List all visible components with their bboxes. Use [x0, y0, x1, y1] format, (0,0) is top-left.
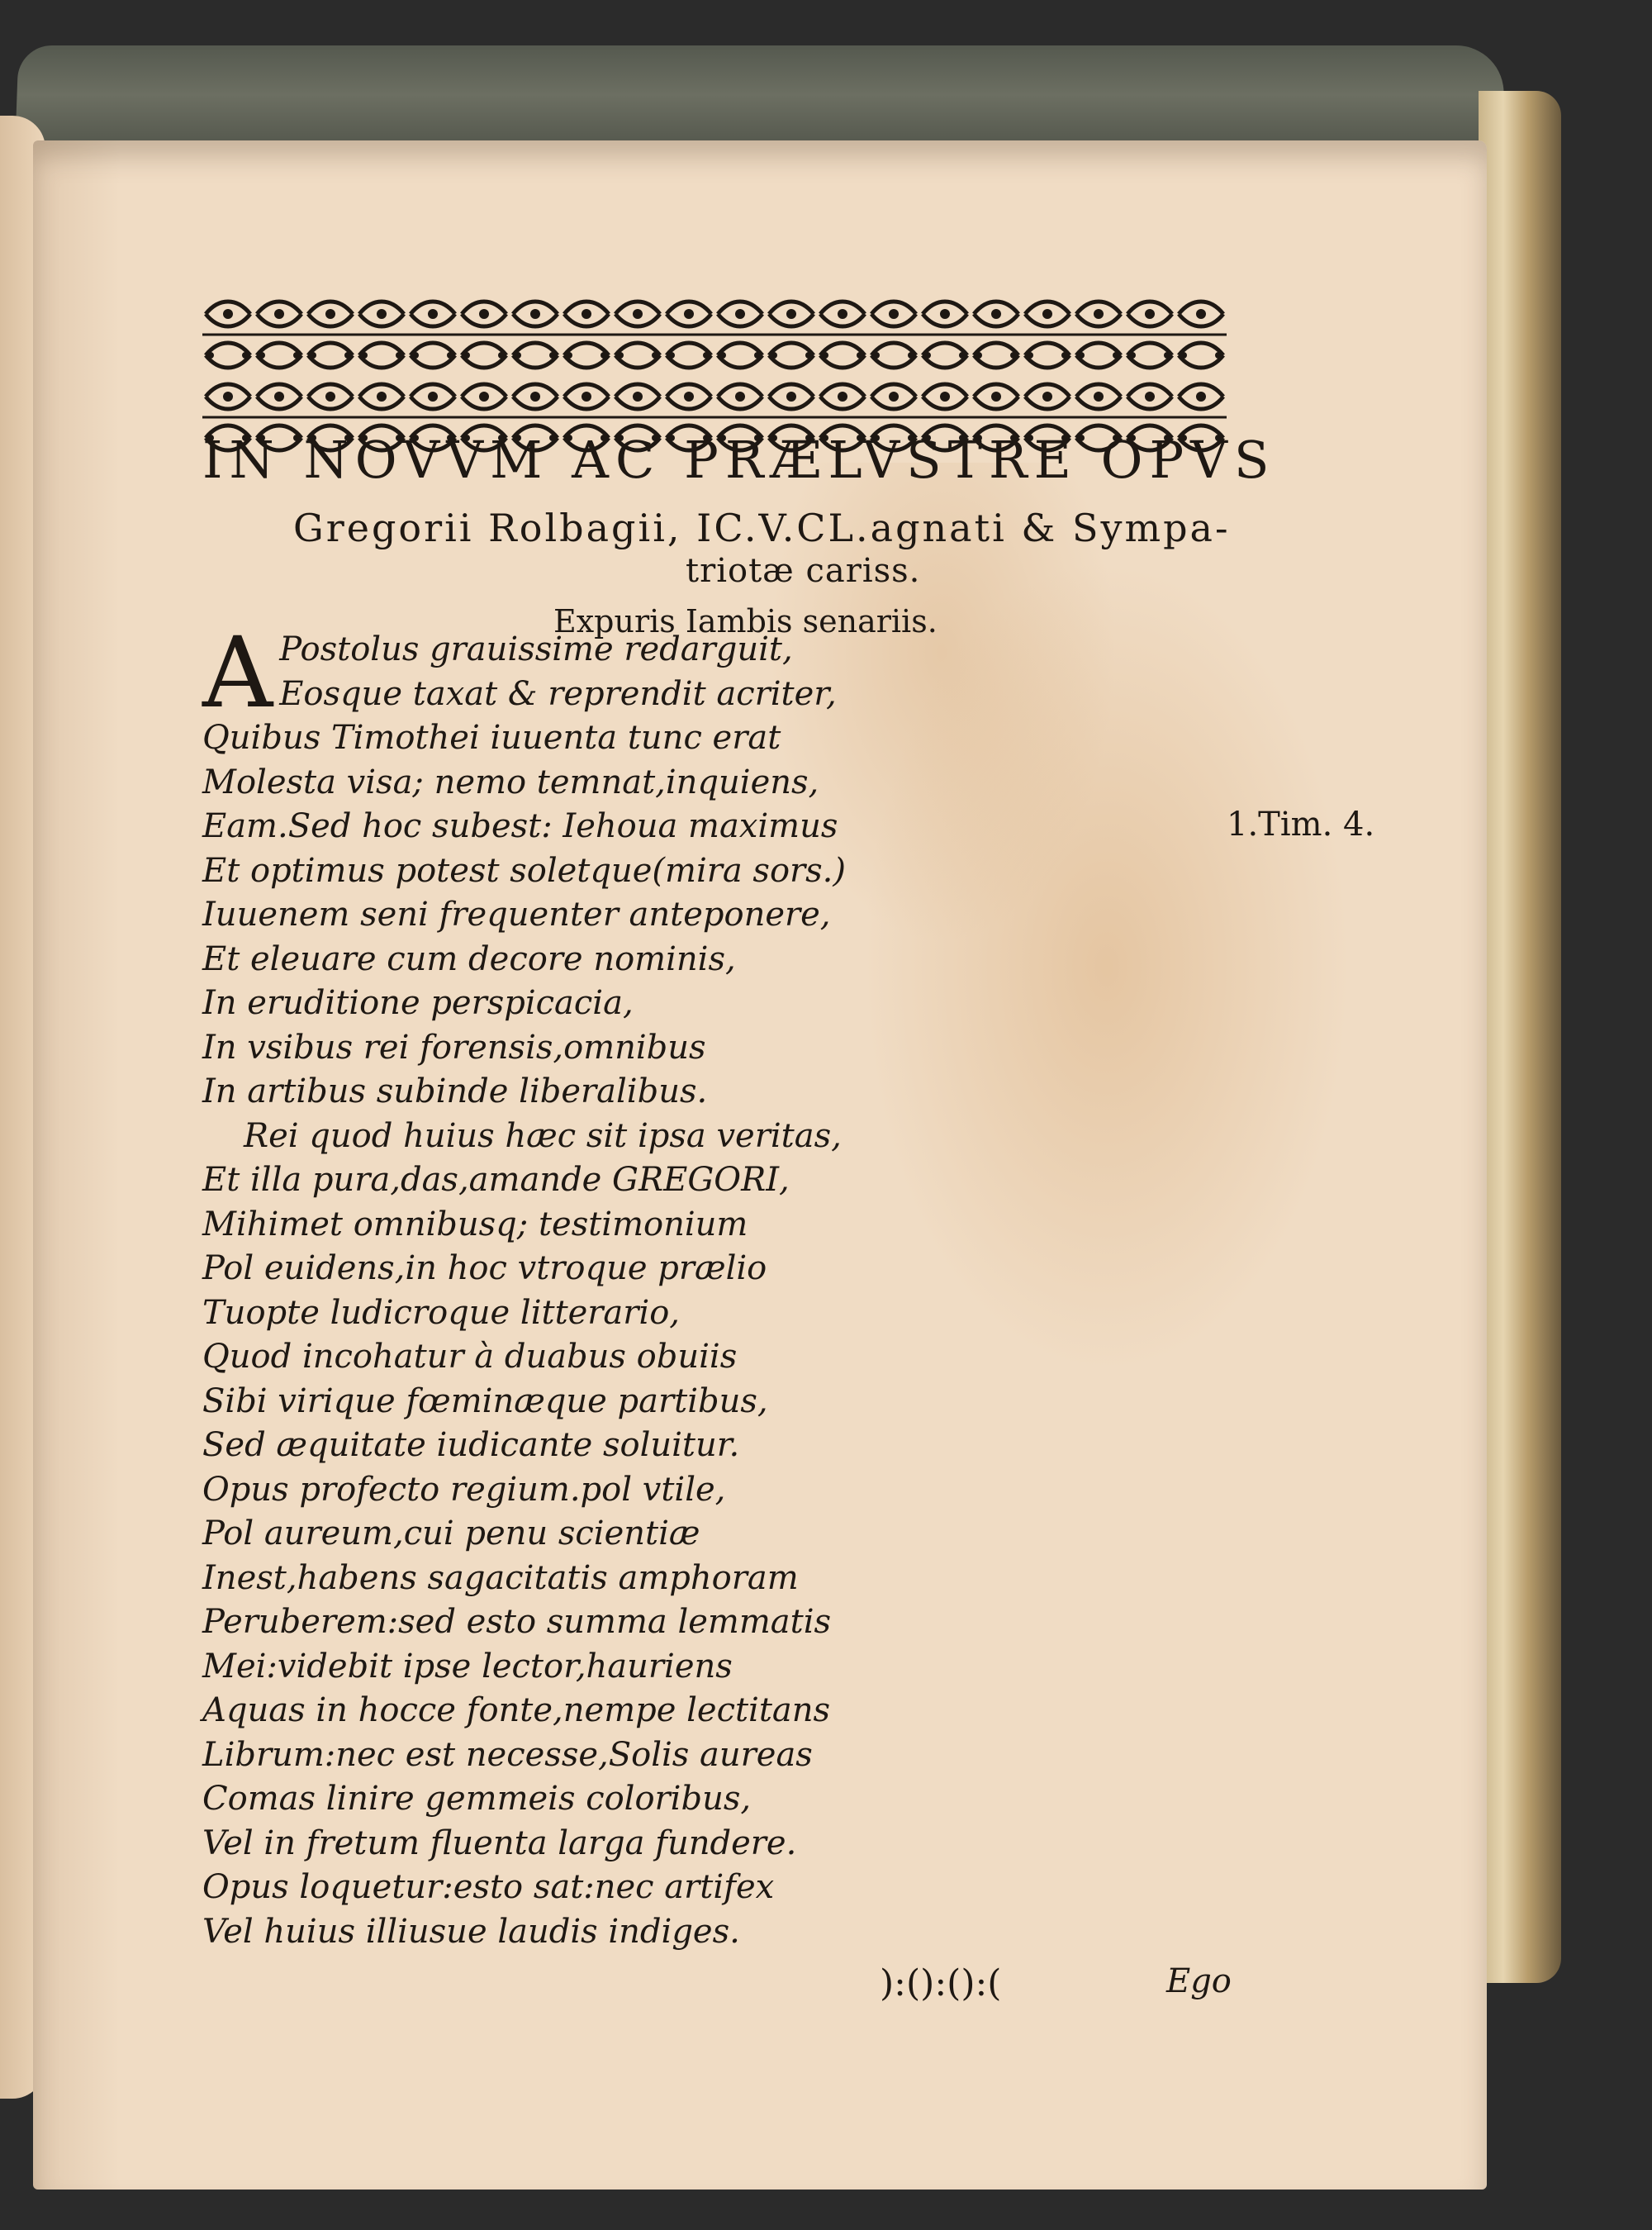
poem-line: Comas linire gemmeis coloribus, [202, 1780, 752, 1818]
poem-line: Quibus Timothei iuuenta tunc erat [202, 719, 781, 757]
poem-line: Eosque taxat & reprendit acriter, [279, 674, 837, 713]
poem-subtitle: Expuris Iambis senariis. [553, 603, 938, 640]
poem-line: Et optimus potest soletque(mira sors.) [202, 851, 847, 890]
poem-line: Sed æquitate iudicante soluitur. [202, 1426, 740, 1464]
poem-line: Aquas in hocce fonte,nempe lectitans [202, 1691, 831, 1729]
poem-line: Quod incohatur à duabus obuiis [202, 1338, 738, 1376]
poem-line: Eam.Sed hoc subest: Iehoua maximus [202, 807, 838, 845]
poem-line: Librum:nec est necesse,Solis aureas [202, 1735, 813, 1774]
poem-line: Mihimet omnibusq; testimonium [202, 1205, 748, 1243]
poem-line: Rei quod huius hæc sit ipsa veritas, [244, 1116, 842, 1155]
poem-line: Tuopte ludicroque litterario, [202, 1293, 680, 1332]
poem-line: Molesta visa; nemo temnat,inquiens, [202, 763, 819, 801]
signature-mark: ):():():( [880, 1962, 1002, 2004]
book-fore-edge [1479, 91, 1561, 1983]
poem-line: Vel huius illiusue laudis indiges. [202, 1912, 740, 1951]
poem-line: Inest,habens sagacitatis amphoram [202, 1558, 799, 1597]
poem-line: Mei:videbit ipse lector,hauriens [202, 1647, 733, 1686]
poem-line: Opus profecto regium.pol vtile, [202, 1470, 726, 1509]
margin-reference: 1.Tim. 4. [1227, 806, 1375, 844]
poem-line: In eruditione perspicacia, [202, 984, 634, 1022]
poem-line: In artibus subinde liberalibus. [202, 1072, 708, 1110]
poem-line: Pol aureum,cui penu scientiæ [202, 1514, 700, 1552]
poem-line: Sibi virique fœminæque partibus, [202, 1381, 768, 1420]
poem-line: Iuuenem seni frequenter anteponere, [202, 896, 831, 934]
poem-line: Et eleuare cum decore nominis, [202, 939, 736, 978]
catchword: Ego [1166, 1962, 1232, 2000]
poem-line: In vsibus rei forensis,omnibus [202, 1028, 706, 1067]
poem-line: Peruberem:sed esto summa lemmatis [202, 1603, 832, 1641]
title-line-2: Gregorii Rolbagii, IC.V.CL.agnati & Sympa- [293, 506, 1231, 550]
poem-line: Pol euidens,in hoc vtroque prælio [202, 1249, 767, 1287]
poem-line: Et illa pura,das,amande GREGORI, [202, 1161, 790, 1199]
poem-line: Opus loquetur:esto sat:nec artifex [202, 1868, 775, 1906]
title-line-1: IN NOVVM AC PRÆLVSTRE OPVS [202, 430, 1276, 490]
poem-line: Vel in fretum fluenta larga fundere. [202, 1823, 797, 1862]
poem-line: Postolus grauissime redarguit, [279, 630, 793, 668]
drop-cap: A [202, 616, 273, 730]
title-line-3: triotæ cariss. [686, 552, 921, 590]
